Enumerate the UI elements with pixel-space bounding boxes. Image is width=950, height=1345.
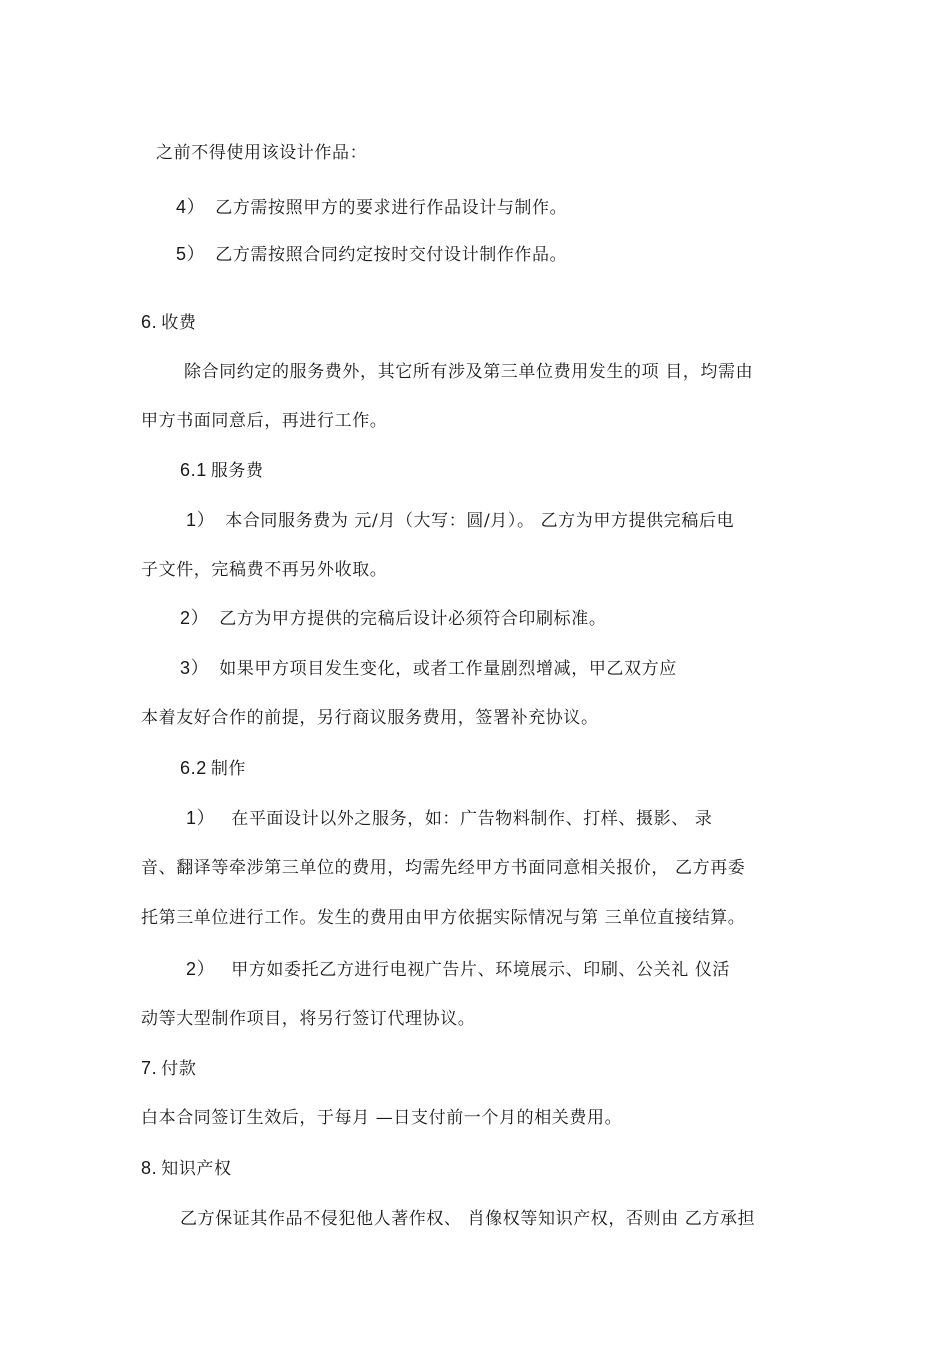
line-text: 白本合同签订生效后，于每月 —日支付前一个月的相关费用。 <box>141 1108 623 1128</box>
line-text: 本合同服务费为 元/月（大写：圆/月）。 乙方为甲方提供完稿后电 <box>225 511 735 531</box>
paragraph-line <box>141 906 745 930</box>
subsection-heading-6-2 <box>180 756 246 781</box>
line-text: 如果甲方项目发生变化，或者工作量剧烈增减，甲乙双方应 <box>219 659 677 679</box>
section-number: 8. <box>141 1158 158 1178</box>
section-title: 收费 <box>161 313 197 333</box>
paragraph-line <box>141 558 387 582</box>
line-text: 音、翻译等牵涉第三单位的费用，均需先经甲方书面同意相关报价， 乙方再委 <box>141 858 746 878</box>
section-title: 知识产权 <box>161 1159 232 1179</box>
paragraph-line <box>141 409 387 433</box>
item-number: 2） <box>186 959 216 979</box>
line-text: 除合同约定的服务费外，其它所有涉及第三单位费用发生的项 目，均需由 <box>184 362 754 382</box>
line-text: 乙方保证其作品不侵犯他人著作权、 肖像权等知识产权，否则由 乙方承担 <box>180 1209 756 1229</box>
section-number: 6.2 <box>180 758 207 778</box>
list-item-1 <box>186 508 734 533</box>
item-number: 3） <box>180 658 210 678</box>
line-text: 乙方需按照甲方的要求进行作品设计与制作。 <box>215 198 568 218</box>
section-heading-6 <box>141 310 196 335</box>
line-text: 在平面设计以外之服务，如：广告物料制作、打样、摄影、 录 <box>225 809 713 829</box>
list-item-2 <box>180 606 606 631</box>
line-text: 本着友好合作的前提，另行商议服务费用，签署补充协议。 <box>141 708 599 728</box>
section-heading-8 <box>141 1156 232 1181</box>
line-text: 乙方需按照合同约定按时交付设计制作作品。 <box>215 245 568 265</box>
item-number: 1） <box>186 808 216 828</box>
paragraph-line <box>141 1106 622 1130</box>
line-text: 托第三单位进行工作。发生的费用由甲方依据实际情况与第 三单位直接结算。 <box>141 908 746 928</box>
section-title: 付款 <box>161 1059 197 1079</box>
subsection-heading-6-1 <box>180 458 264 483</box>
line-text: 之前不得使用该设计作品： <box>156 143 368 163</box>
list-item-5 <box>176 242 567 267</box>
section-number: 6. <box>141 312 158 332</box>
paragraph-line <box>141 706 599 730</box>
line-text: 子文件，完稿费不再另外收取。 <box>141 560 388 580</box>
item-number: 2） <box>180 608 210 628</box>
paragraph-line <box>141 1007 475 1031</box>
list-item-3 <box>180 656 677 681</box>
section-heading-7 <box>141 1056 196 1081</box>
paragraph-line <box>156 141 367 165</box>
paragraph-line <box>180 1207 755 1231</box>
list-item-2 <box>186 957 730 982</box>
section-number: 7. <box>141 1058 158 1078</box>
section-title: 服务费 <box>210 461 264 481</box>
item-number: 1） <box>186 510 216 530</box>
line-text: 乙方为甲方提供的完稿后设计必须符合印刷标准。 <box>219 609 607 629</box>
paragraph-line <box>141 856 745 880</box>
line-text: 甲方书面同意后，再进行工作。 <box>141 411 388 431</box>
paragraph-line <box>184 360 753 384</box>
item-number: 5） <box>176 244 206 264</box>
section-number: 6.1 <box>180 460 207 480</box>
list-item-4 <box>176 195 567 220</box>
section-title: 制作 <box>210 759 247 779</box>
item-number: 4） <box>176 197 206 217</box>
line-text: 动等大型制作项目，将另行签订代理协议。 <box>141 1009 476 1029</box>
list-item-1 <box>186 806 712 831</box>
line-text: 甲方如委托乙方进行电视广告片、环境展示、印刷、公关礼 仪活 <box>225 960 731 980</box>
